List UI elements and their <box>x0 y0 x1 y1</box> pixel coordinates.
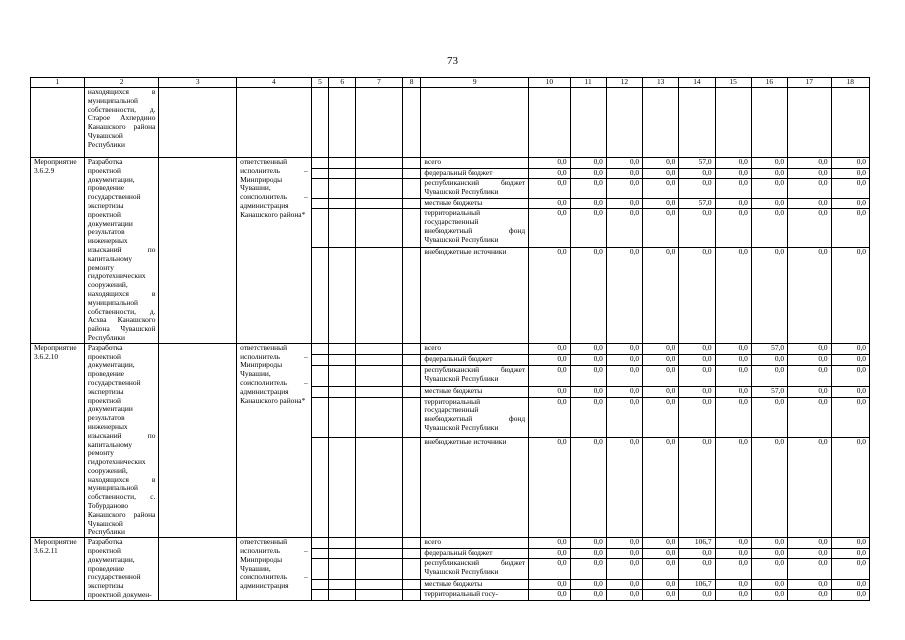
funding-source: территориальный госу- <box>421 590 529 601</box>
empty-cell <box>356 590 403 601</box>
value-cell: 0,0 <box>606 179 642 199</box>
value-cell: 0,0 <box>788 168 832 179</box>
value-cell: 0,0 <box>643 209 679 248</box>
value-cell: 0,0 <box>529 365 570 386</box>
value-cell: 0,0 <box>570 397 606 438</box>
value-cell: 0,0 <box>570 579 606 590</box>
value-cell: 0,0 <box>679 386 715 397</box>
empty-cell <box>311 397 329 438</box>
value-cell: 57,0 <box>751 343 787 354</box>
value-cell: 0,0 <box>529 354 570 365</box>
measure-code: Мероприятие 3.6.2.9 <box>31 158 85 344</box>
column-header: 9 <box>421 78 529 88</box>
empty-cell <box>402 198 421 209</box>
value-cell: 0,0 <box>831 209 869 248</box>
empty-cell <box>356 538 403 549</box>
value-cell: 0,0 <box>606 397 642 438</box>
empty-cell <box>402 590 421 601</box>
value-cell: 0,0 <box>788 248 832 343</box>
column-header: 8 <box>402 78 421 88</box>
funding-source: территориальный государственный внебюджетный фонд Чувашской Республики <box>421 397 529 438</box>
value-cell: 0,0 <box>751 179 787 199</box>
value-cell: 0,0 <box>831 438 869 538</box>
value-cell: 0,0 <box>831 386 869 397</box>
empty-cell <box>311 88 329 158</box>
value-cell: 0,0 <box>570 248 606 343</box>
empty-cell <box>311 559 329 579</box>
empty-cell <box>570 88 606 158</box>
value-cell: 106,7 <box>679 579 715 590</box>
measure-code: Мероприятие 3.6.2.10 <box>31 343 85 538</box>
empty-cell <box>311 354 329 365</box>
column-header: 3 <box>159 78 237 88</box>
value-cell: 0,0 <box>751 168 787 179</box>
value-cell: 0,0 <box>570 438 606 538</box>
empty-cell <box>402 179 421 199</box>
funding-source: федеральный бюджет <box>421 168 529 179</box>
value-cell: 0,0 <box>570 198 606 209</box>
column-header: 1 <box>31 78 85 88</box>
empty-cell <box>356 386 403 397</box>
column-header: 10 <box>529 78 570 88</box>
value-cell: 0,0 <box>751 365 787 386</box>
value-cell: 0,0 <box>831 343 869 354</box>
value-cell: 0,0 <box>788 590 832 601</box>
value-cell: 0,0 <box>643 548 679 559</box>
value-cell: 0,0 <box>715 559 751 579</box>
value-cell: 0,0 <box>715 179 751 199</box>
value-cell: 0,0 <box>570 559 606 579</box>
value-cell: 0,0 <box>570 354 606 365</box>
empty-cell <box>356 438 403 538</box>
empty-cell <box>329 579 356 590</box>
empty-cell <box>329 248 356 343</box>
value-cell: 0,0 <box>606 354 642 365</box>
value-cell: 0,0 <box>643 365 679 386</box>
value-cell: 0,0 <box>529 590 570 601</box>
value-cell: 106,7 <box>679 538 715 549</box>
funding-source: всего <box>421 343 529 354</box>
value-cell: 0,0 <box>529 179 570 199</box>
value-cell: 0,0 <box>679 397 715 438</box>
value-cell: 0,0 <box>751 559 787 579</box>
empty-cell <box>402 248 421 343</box>
empty-cell <box>356 548 403 559</box>
empty-cell <box>402 548 421 559</box>
continuation-text: находящихся в муниципальной собственности, д. Старое Ахпердино Канашского района Чувашской Республики <box>84 88 159 158</box>
empty-cell <box>788 88 832 158</box>
empty-cell <box>356 397 403 438</box>
value-cell: 0,0 <box>679 343 715 354</box>
value-cell: 0,0 <box>679 559 715 579</box>
column-header: 11 <box>570 78 606 88</box>
empty-cell <box>329 168 356 179</box>
value-cell: 0,0 <box>715 198 751 209</box>
value-cell: 0,0 <box>529 397 570 438</box>
empty-cell <box>329 397 356 438</box>
value-cell: 0,0 <box>679 354 715 365</box>
value-cell: 0,0 <box>715 579 751 590</box>
value-cell: 0,0 <box>831 168 869 179</box>
value-cell: 0,0 <box>679 438 715 538</box>
value-cell: 0,0 <box>679 590 715 601</box>
column-header: 2 <box>84 78 159 88</box>
value-cell: 0,0 <box>751 590 787 601</box>
value-cell: 0,0 <box>715 365 751 386</box>
value-cell: 0,0 <box>715 590 751 601</box>
value-cell: 0,0 <box>643 248 679 343</box>
empty-cell <box>402 354 421 365</box>
value-cell: 0,0 <box>643 438 679 538</box>
value-cell: 0,0 <box>788 397 832 438</box>
value-cell: 0,0 <box>715 248 751 343</box>
value-cell: 0,0 <box>831 198 869 209</box>
value-cell: 0,0 <box>715 343 751 354</box>
value-cell: 0,0 <box>606 209 642 248</box>
value-cell: 0,0 <box>529 248 570 343</box>
value-cell: 0,0 <box>643 579 679 590</box>
funding-source: местные бюджеты <box>421 579 529 590</box>
header-row <box>31 78 870 88</box>
value-cell: 0,0 <box>715 397 751 438</box>
funding-source: внебюджетные источники <box>421 248 529 343</box>
empty-cell <box>356 248 403 343</box>
value-cell: 0,0 <box>831 559 869 579</box>
value-cell: 0,0 <box>643 168 679 179</box>
empty-cell <box>421 88 529 158</box>
empty-cell <box>402 579 421 590</box>
empty-cell <box>311 579 329 590</box>
empty-cell <box>356 559 403 579</box>
budget-table <box>30 77 870 601</box>
value-cell: 0,0 <box>643 343 679 354</box>
value-cell: 0,0 <box>679 168 715 179</box>
empty-cell <box>329 538 356 549</box>
value-cell: 0,0 <box>570 548 606 559</box>
empty-cell <box>356 88 403 158</box>
table-row <box>31 538 870 549</box>
value-cell: 0,0 <box>606 438 642 538</box>
value-cell: 0,0 <box>715 538 751 549</box>
empty-cell <box>311 248 329 343</box>
executor: ответственный исполнитель – Минприроды Чувашии, соисполнитель – администрация Канашского района* <box>237 343 312 538</box>
empty-cell <box>311 590 329 601</box>
empty-cell <box>329 88 356 158</box>
value-cell: 0,0 <box>715 354 751 365</box>
column-header: 4 <box>237 78 312 88</box>
value-cell: 0,0 <box>831 397 869 438</box>
column-header: 12 <box>606 78 642 88</box>
funding-source: местные бюджеты <box>421 386 529 397</box>
empty-cell <box>606 88 642 158</box>
funding-source: всего <box>421 538 529 549</box>
value-cell: 0,0 <box>606 343 642 354</box>
empty-cell <box>529 88 570 158</box>
empty-cell <box>311 198 329 209</box>
empty-cell <box>356 209 403 248</box>
value-cell: 0,0 <box>831 248 869 343</box>
empty-cell <box>311 548 329 559</box>
value-cell: 0,0 <box>679 248 715 343</box>
funding-source: местные бюджеты <box>421 198 529 209</box>
value-cell: 0,0 <box>643 386 679 397</box>
value-cell: 0,0 <box>570 538 606 549</box>
value-cell: 0,0 <box>570 343 606 354</box>
value-cell: 0,0 <box>679 179 715 199</box>
value-cell: 0,0 <box>643 590 679 601</box>
value-cell: 0,0 <box>643 559 679 579</box>
empty-cell <box>679 88 715 158</box>
empty-cell <box>159 158 237 344</box>
column-header: 17 <box>788 78 832 88</box>
value-cell: 0,0 <box>715 158 751 169</box>
value-cell: 0,0 <box>643 354 679 365</box>
empty-cell <box>356 179 403 199</box>
value-cell: 0,0 <box>529 538 570 549</box>
value-cell: 0,0 <box>606 548 642 559</box>
value-cell: 0,0 <box>643 179 679 199</box>
value-cell: 0,0 <box>643 397 679 438</box>
empty-cell <box>311 386 329 397</box>
value-cell: 0,0 <box>643 158 679 169</box>
empty-cell <box>329 590 356 601</box>
value-cell: 0,0 <box>831 579 869 590</box>
value-cell: 0,0 <box>751 158 787 169</box>
value-cell: 0,0 <box>788 538 832 549</box>
value-cell: 0,0 <box>831 365 869 386</box>
empty-cell <box>329 343 356 354</box>
value-cell: 0,0 <box>606 248 642 343</box>
value-cell: 0,0 <box>715 168 751 179</box>
value-cell: 0,0 <box>751 538 787 549</box>
empty-cell <box>159 538 237 601</box>
value-cell: 0,0 <box>606 559 642 579</box>
empty-cell <box>402 365 421 386</box>
empty-cell <box>329 179 356 199</box>
empty-cell <box>159 343 237 538</box>
executor: ответственный исполнитель – Минприроды Чувашии, соисполнитель – администрация <box>237 538 312 601</box>
empty-cell <box>402 559 421 579</box>
value-cell: 0,0 <box>529 438 570 538</box>
value-cell: 0,0 <box>788 365 832 386</box>
value-cell: 0,0 <box>788 209 832 248</box>
empty-cell <box>356 579 403 590</box>
empty-cell <box>311 538 329 549</box>
funding-source: республиканский бюджет Чувашской Республики <box>421 365 529 386</box>
value-cell: 0,0 <box>788 438 832 538</box>
value-cell: 0,0 <box>751 209 787 248</box>
empty-cell <box>643 88 679 158</box>
value-cell: 0,0 <box>570 179 606 199</box>
value-cell: 0,0 <box>529 343 570 354</box>
value-cell: 0,0 <box>715 548 751 559</box>
value-cell: 0,0 <box>570 209 606 248</box>
page-number: 73 <box>447 55 458 67</box>
value-cell: 0,0 <box>788 386 832 397</box>
value-cell: 0,0 <box>570 365 606 386</box>
value-cell: 0,0 <box>570 168 606 179</box>
empty-cell <box>329 209 356 248</box>
value-cell: 0,0 <box>606 579 642 590</box>
value-cell: 0,0 <box>679 209 715 248</box>
value-cell: 0,0 <box>788 579 832 590</box>
empty-cell <box>311 343 329 354</box>
value-cell: 0,0 <box>529 209 570 248</box>
empty-cell <box>402 168 421 179</box>
measure-name: Разработка проектной документации, проведение государственной экспертизы проектной докумен- <box>84 538 159 601</box>
value-cell: 0,0 <box>831 548 869 559</box>
value-cell: 0,0 <box>570 590 606 601</box>
column-header: 18 <box>831 78 869 88</box>
empty-cell <box>329 548 356 559</box>
column-header: 7 <box>356 78 403 88</box>
empty-cell <box>356 198 403 209</box>
empty-cell <box>356 343 403 354</box>
value-cell: 0,0 <box>606 168 642 179</box>
value-cell: 0,0 <box>751 438 787 538</box>
empty-cell <box>715 88 751 158</box>
empty-cell <box>329 559 356 579</box>
value-cell: 0,0 <box>788 179 832 199</box>
value-cell: 0,0 <box>751 548 787 559</box>
value-cell: 0,0 <box>715 438 751 538</box>
value-cell: 0,0 <box>529 158 570 169</box>
empty-cell <box>402 343 421 354</box>
empty-cell <box>311 438 329 538</box>
funding-source: республиканский бюджет Чувашской Республики <box>421 179 529 199</box>
value-cell: 0,0 <box>606 158 642 169</box>
executor: ответственный исполнитель – Минприроды Чувашии, соисполнитель – администрация Канашского района* <box>237 158 312 344</box>
value-cell: 0,0 <box>788 354 832 365</box>
funding-source: федеральный бюджет <box>421 548 529 559</box>
value-cell: 0,0 <box>751 579 787 590</box>
empty-cell <box>402 386 421 397</box>
empty-cell <box>329 354 356 365</box>
empty-cell <box>159 88 237 158</box>
column-header: 14 <box>679 78 715 88</box>
value-cell: 0,0 <box>529 386 570 397</box>
empty-cell <box>311 158 329 169</box>
empty-cell <box>356 158 403 169</box>
empty-cell <box>831 88 869 158</box>
funding-source: федеральный бюджет <box>421 354 529 365</box>
value-cell: 0,0 <box>529 168 570 179</box>
empty-cell <box>356 168 403 179</box>
empty-cell <box>402 88 421 158</box>
continuation-row <box>31 88 870 158</box>
measure-name: Разработка проектной документации, проведение государственной экспертизы проектной документации результатов инженерных изысканий по капитальному ремонту гидротехнических сооружений, находящихся в муниципальной собственности, д. Асхва Канашского района Чувашской Республики <box>84 158 159 344</box>
value-cell: 0,0 <box>529 559 570 579</box>
value-cell: 0,0 <box>751 248 787 343</box>
empty-cell <box>402 438 421 538</box>
value-cell: 0,0 <box>788 548 832 559</box>
value-cell: 0,0 <box>606 590 642 601</box>
column-header: 15 <box>715 78 751 88</box>
value-cell: 0,0 <box>751 198 787 209</box>
value-cell: 0,0 <box>570 158 606 169</box>
measure-code: Мероприятие 3.6.2.11 <box>31 538 85 601</box>
column-header: 5 <box>311 78 329 88</box>
value-cell: 0,0 <box>788 198 832 209</box>
value-cell: 0,0 <box>606 386 642 397</box>
value-cell: 0,0 <box>831 158 869 169</box>
empty-cell <box>311 179 329 199</box>
empty-cell <box>329 386 356 397</box>
funding-source: республиканский бюджет Чувашской Республики <box>421 559 529 579</box>
empty-cell <box>311 168 329 179</box>
empty-cell <box>329 158 356 169</box>
value-cell: 0,0 <box>831 354 869 365</box>
empty-cell <box>237 88 312 158</box>
value-cell: 0,0 <box>788 559 832 579</box>
empty-cell <box>751 88 787 158</box>
value-cell: 0,0 <box>751 354 787 365</box>
measure-name: Разработка проектной документации, проведение государственной экспертизы проектной документации результатов инженерных изысканий по капитальному ремонту гидротехнических сооружений, находящихся в муниципальной собственности, с. Тобурданово Канашского района Чувашской Республики <box>84 343 159 538</box>
value-cell: 0,0 <box>679 548 715 559</box>
empty-cell <box>402 538 421 549</box>
value-cell: 0,0 <box>606 538 642 549</box>
value-cell: 57,0 <box>679 198 715 209</box>
funding-source: внебюджетные источники <box>421 438 529 538</box>
value-cell: 0,0 <box>529 198 570 209</box>
value-cell: 0,0 <box>788 343 832 354</box>
value-cell: 0,0 <box>570 386 606 397</box>
empty-cell <box>329 438 356 538</box>
value-cell: 0,0 <box>715 209 751 248</box>
funding-source: территориальный государственный внебюджетный фонд Чувашской Республики <box>421 209 529 248</box>
value-cell: 0,0 <box>831 538 869 549</box>
value-cell: 0,0 <box>715 386 751 397</box>
empty-cell <box>356 354 403 365</box>
value-cell: 0,0 <box>606 365 642 386</box>
empty-cell <box>311 209 329 248</box>
table-row <box>31 343 870 354</box>
value-cell: 0,0 <box>643 538 679 549</box>
empty-cell <box>402 209 421 248</box>
value-cell: 0,0 <box>643 198 679 209</box>
value-cell: 0,0 <box>679 365 715 386</box>
empty-cell <box>31 88 85 158</box>
funding-source: всего <box>421 158 529 169</box>
empty-cell <box>402 397 421 438</box>
column-header: 16 <box>751 78 787 88</box>
empty-cell <box>329 365 356 386</box>
value-cell: 0,0 <box>831 590 869 601</box>
empty-cell <box>402 158 421 169</box>
value-cell: 57,0 <box>679 158 715 169</box>
empty-cell <box>311 365 329 386</box>
table-row <box>31 158 870 169</box>
column-header: 6 <box>329 78 356 88</box>
value-cell: 57,0 <box>751 386 787 397</box>
column-header: 13 <box>643 78 679 88</box>
empty-cell <box>329 198 356 209</box>
value-cell: 0,0 <box>788 158 832 169</box>
empty-cell <box>356 365 403 386</box>
value-cell: 0,0 <box>751 397 787 438</box>
value-cell: 0,0 <box>529 579 570 590</box>
value-cell: 0,0 <box>529 548 570 559</box>
value-cell: 0,0 <box>606 198 642 209</box>
value-cell: 0,0 <box>831 179 869 199</box>
